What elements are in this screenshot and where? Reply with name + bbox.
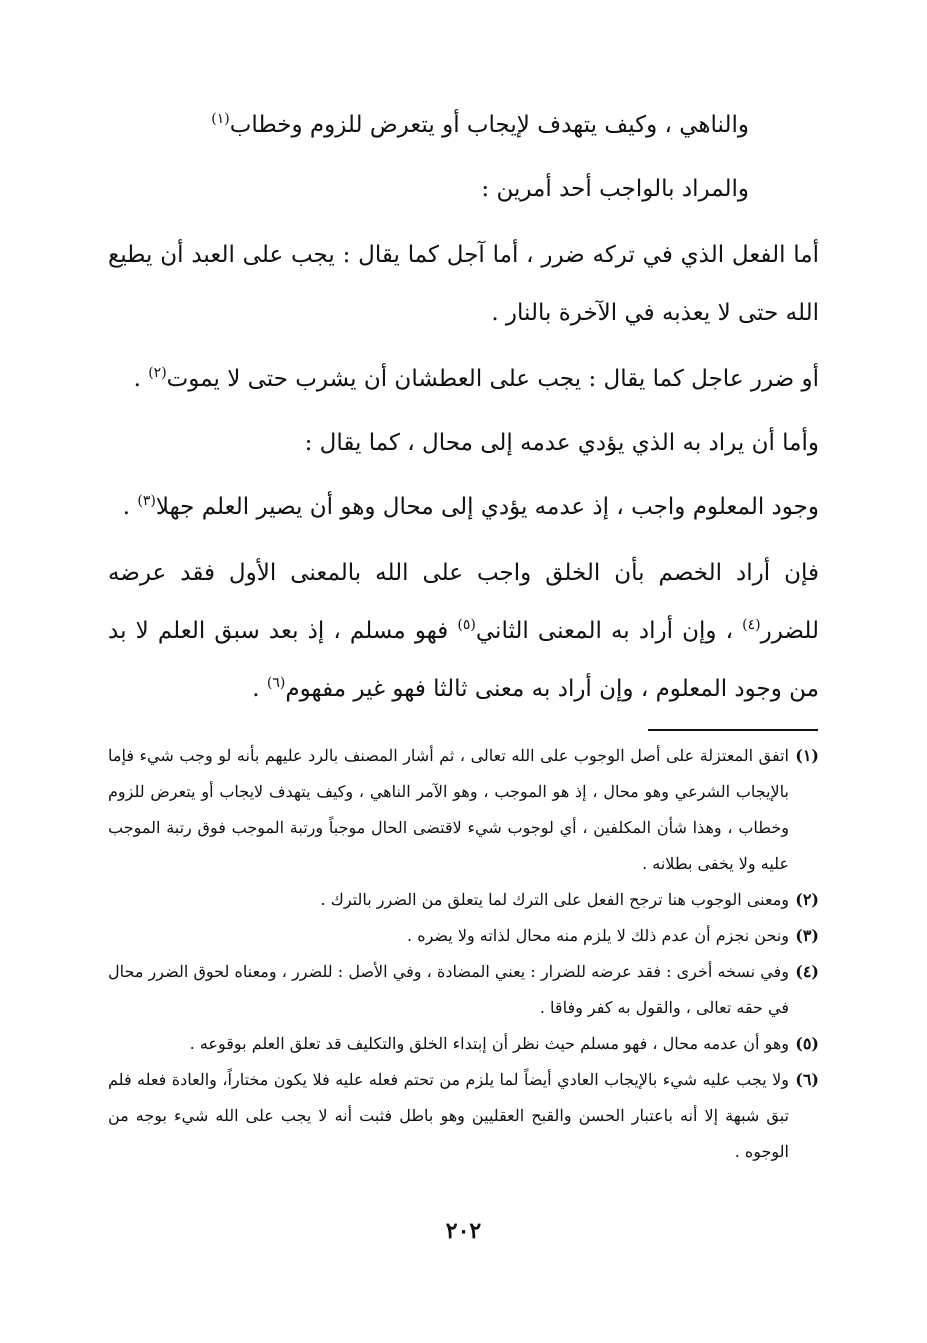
paragraph-7-part-b: ، وإن أراد به المعنى الثاني	[475, 618, 743, 644]
footnote-number: (١)	[795, 746, 819, 765]
footnote-ref-5: (٥)	[457, 617, 476, 633]
paragraph-7-part-a: فإن أراد الخصم بأن الخلق واجب على الله بالمعنى الأول فقد عرضه للضرر	[108, 560, 819, 644]
paragraph-5: وأما أن يراد به الذي يؤدي عدمه إلى محال ، كما يقال :	[304, 430, 819, 456]
footnote-ref-2: (٢)	[148, 365, 167, 381]
footnote-number: (٣)	[795, 926, 819, 945]
footnote-text: وفي نسخه أخرى : فقد عرضه للضرار : يعني المضادة ، وفي الأصل : للضرر ، ومعناه لحوق الضرر محال في حقه تعالى ، والقول به كفر وفاقا .	[108, 962, 789, 1017]
footnote-item	[108, 954, 819, 1026]
paragraph-7-part-c: فهو مسلم ، إذ بعد سبق العلم لا بد من وجود المعلوم ، وإن أراد به معنى ثالثا فهو غير مفهوم	[108, 618, 819, 702]
footnote-item	[108, 918, 819, 954]
paragraph-7	[108, 544, 819, 718]
footnote-ref-4: (٤)	[742, 617, 761, 633]
paragraph-1-text: والناهي ، وكيف يتهدف لإيجاب أو يتعرض للزوم وخطاب	[229, 112, 749, 138]
footnote-item	[108, 738, 819, 882]
footnote-divider	[648, 729, 818, 731]
footnote-text: ومعنى الوجوب هنا ترجح الفعل على الترك لما يتعلق من الضرر بالترك .	[320, 890, 789, 909]
footnote-number: (٦)	[795, 1070, 819, 1089]
paragraph-4-tail: .	[133, 366, 149, 392]
footnote-text: وهو أن عدمه محال ، فهو مسلم حيث نظر أن إبتداء الخلق والتكليف قد تعلق العلم بوقوعه .	[189, 1034, 789, 1053]
footnote-text: اتفق المعتزلة على أصل الوجوب على الله تعالى ، ثم أشار المصنف بالرد عليهم بأنه لو وجب شيء فإما بالإيجاب الشرعي وهو محال ، إذ هو الموجب ، وهو الآمر الناهي ، وكيف يتهدف لايجاب أو يتعرض للزوم وخطاب ، وهذا شأن المكلفين ، أي لوجوب شيء لاقتضى الحال موجباً ورتبة الموجب فوق رتبة الموجب عليه ولا يخفى بطلانه .	[108, 746, 789, 873]
paragraph-6-text: وجود المعلوم واجب ، إذ عدمه يؤدي إلى محال وهو أن يصير العلم جهلا	[155, 494, 819, 520]
footnote-text: ولا يجب عليه شيء بالإيجاب العادي أيضاً لما يلزم من تحتم فعله عليه فلا يكون مختاراً، والعادة فعله فلم تبق شبهة إلا أنه باعتبار الحسن والقبح العقليين وهو باطل فثبت أنه لا يجب على الله شيء بوجه من الوجوه .	[108, 1070, 790, 1161]
footnotes	[108, 738, 819, 1170]
footnote-item	[108, 1026, 819, 1062]
footnote-number: (٥)	[795, 1034, 819, 1053]
paragraph-6-tail: .	[122, 494, 138, 520]
paragraph-2: والمراد بالواجب أحد أمرين :	[481, 176, 749, 202]
footnote-number: (٤)	[795, 962, 819, 981]
paragraph-3: أما الفعل الذي في تركه ضرر ، أما آجل كما يقال : يجب على العبد أن يطيع الله حتى لا يعذبه في الآخرة بالنار .	[108, 242, 819, 326]
paragraph-6	[108, 478, 819, 536]
footnote-number: (٢)	[795, 890, 819, 909]
footnote-item	[108, 882, 819, 918]
footnote-ref-6: (٦)	[266, 675, 286, 691]
footnote-ref-1: (١)	[211, 111, 230, 127]
footnote-item	[108, 1062, 819, 1170]
footnote-ref-3: (٣)	[137, 493, 156, 509]
paragraph-7-tail: .	[252, 676, 267, 702]
footnote-text: ونحن نجزم أن عدم ذلك لا يلزم منه محال لذاته ولا يضره .	[407, 926, 789, 945]
main-text	[108, 96, 819, 718]
paragraph-4	[108, 350, 819, 408]
paragraph-1	[108, 96, 819, 154]
page-number: ٢٠٢	[445, 1218, 482, 1244]
paragraph-4-text: أو ضرر عاجل كما يقال : يجب على العطشان أن يشرب حتى لا يموت	[166, 366, 819, 392]
